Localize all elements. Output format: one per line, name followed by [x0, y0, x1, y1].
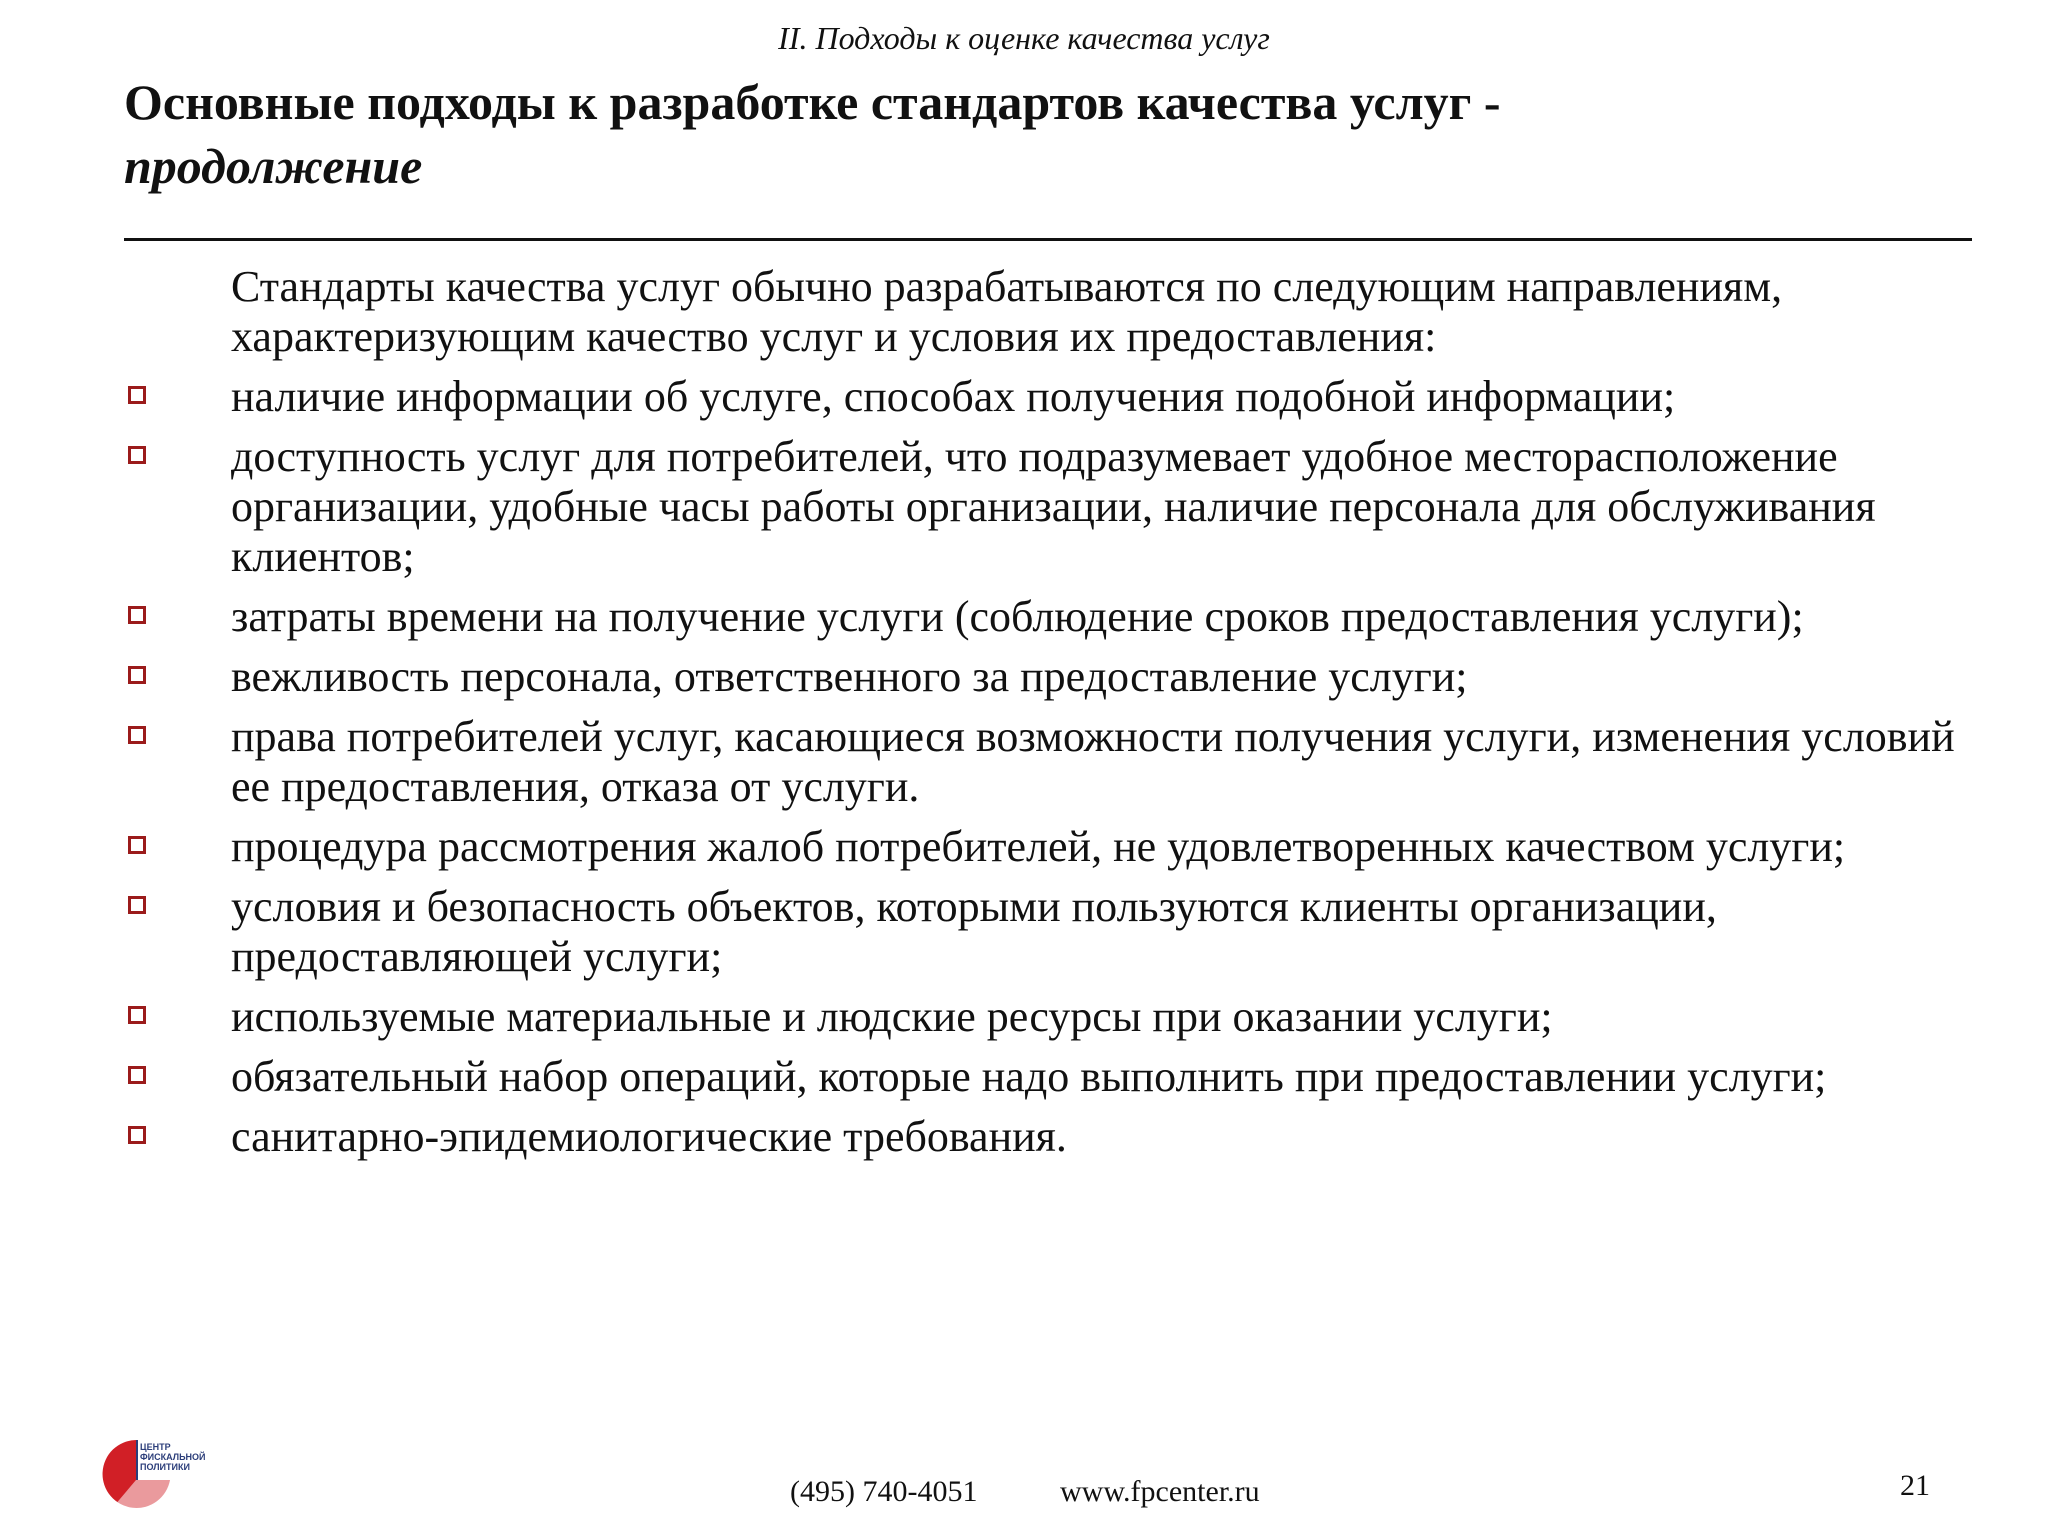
list-item-text: санитарно-эпидемиологические требования.: [231, 1112, 1067, 1161]
list-item-text: затраты времени на получение услуги (соблюдение сроков предоставления услуги);: [231, 592, 1804, 641]
list-item-text: вежливость персонала, ответственного за предоставление услуги;: [231, 652, 1468, 701]
square-bullet-icon: [128, 386, 146, 404]
list-item: [231, 992, 2001, 1042]
page-title: [124, 70, 1984, 198]
square-bullet-icon: [128, 1126, 146, 1144]
title-divider: [124, 238, 1972, 241]
square-bullet-icon: [128, 726, 146, 744]
list-item: [231, 372, 2001, 422]
logo-text: ЦЕНТР ФИСКАЛЬНОЙ ПОЛИТИКИ: [140, 1442, 206, 1472]
list-item: [231, 822, 2001, 872]
page-number: 21: [1900, 1469, 1930, 1502]
square-bullet-icon: [128, 1006, 146, 1024]
fiscal-policy-center-logo: [100, 1432, 230, 1522]
list-item: [231, 712, 2001, 812]
square-bullet-icon: [128, 446, 146, 464]
square-bullet-icon: [128, 1066, 146, 1084]
list-item: [231, 652, 2001, 702]
list-item-text: наличие информации об услуге, способах получения подобной информации;: [231, 372, 1676, 421]
square-bullet-icon: [128, 666, 146, 684]
list-item-text: процедура рассмотрения жалоб потребителей, не удовлетворенных качеством услуги;: [231, 822, 1846, 871]
list-item-text: доступность услуг для потребителей, что подразумевает удобное месторасположение организации, удобные часы работы организации, наличие персонала для обслуживания клиентов;: [231, 432, 1876, 581]
section-title: [0, 14, 2048, 62]
list-item-text: обязательный набор операций, которые надо выполнить при предоставлении услуги;: [231, 1052, 1827, 1101]
page-title-continuation: продолжение: [124, 138, 423, 194]
footer-phone: (495) 740-4051: [790, 1475, 978, 1508]
list-item-text: права потребителей услуг, касающиеся возможности получения услуги, изменения условий ее предоставления, отказа от услуги.: [231, 712, 1955, 811]
list-item: [231, 592, 2001, 642]
intro-paragraph: Стандарты качества услуг обычно разрабатываются по следующим направлениям, характеризующим качество услуг и условия их предоставления:: [231, 262, 1783, 361]
list-item: [231, 882, 2001, 982]
list-item: [231, 432, 2001, 582]
square-bullet-icon: [128, 606, 146, 624]
square-bullet-icon: [128, 896, 146, 914]
list-item-text: условия и безопасность объектов, которыми пользуются клиенты организации, предоставляющей услуги;: [231, 882, 1717, 981]
slide-content: [0, 262, 2048, 1162]
bullet-list: [0, 372, 2048, 1162]
footer-website[interactable]: www.fpcenter.ru: [1060, 1475, 1260, 1508]
list-item-text: используемые материальные и людские ресурсы при оказании услуги;: [231, 992, 1553, 1041]
square-bullet-icon: [128, 836, 146, 854]
page-title-text: Основные подходы к разработке стандартов качества услуг -: [124, 74, 1501, 130]
section-title-text: II. Подходы к оценке качества услуг: [778, 20, 1270, 56]
list-item: [231, 1052, 2001, 1102]
list-item: [231, 1112, 2001, 1162]
